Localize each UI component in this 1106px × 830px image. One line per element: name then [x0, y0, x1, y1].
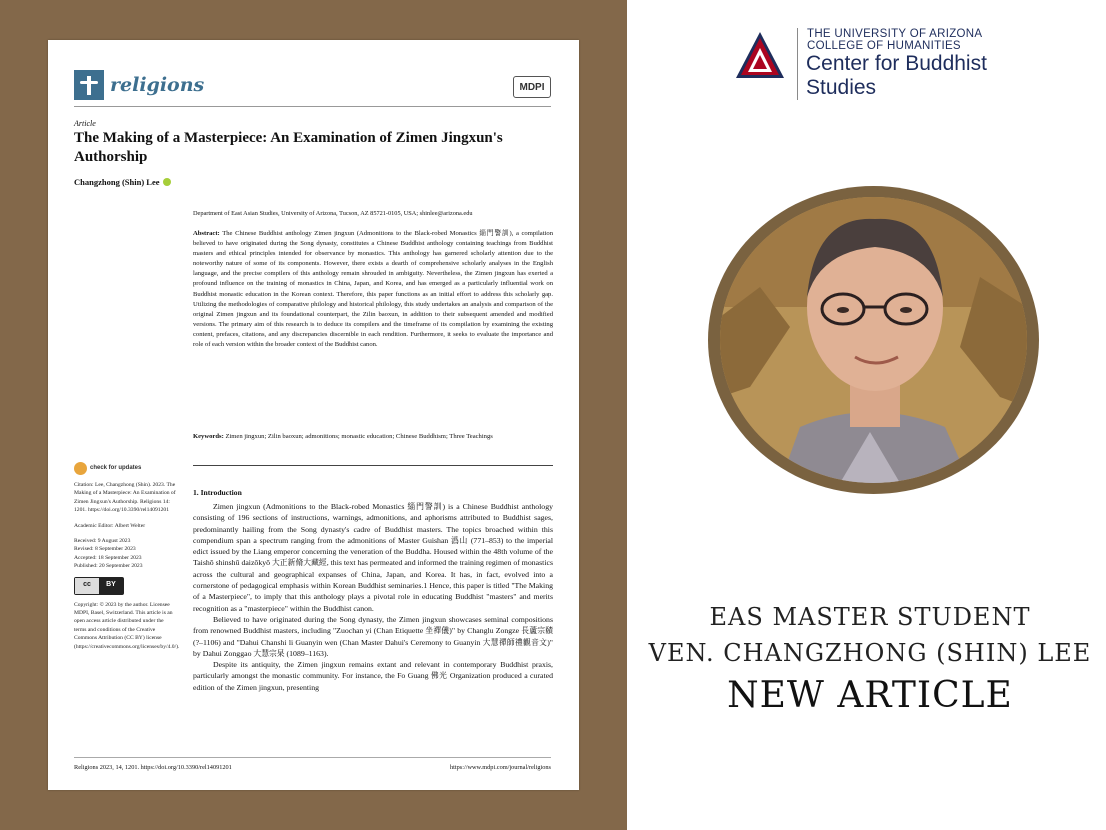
academic-editor: Academic Editor: Albert Welter: [74, 522, 146, 529]
date-received: Received: 9 August 2023: [74, 538, 131, 545]
body-text: [193, 501, 553, 693]
article-title: The Making of a Masterpiece: An Examination of Zimen Jingxun's Authorship: [74, 130, 503, 165]
caption-headline: NEW ARTICLE: [727, 675, 1013, 716]
abstract-label: Abstract:: [193, 230, 220, 237]
footer-citation: Religions 2023, 14, 1201. https://doi.org/10.3390/rel14091201: [74, 764, 232, 771]
caption-name: VEN. CHANGZHONG (SHIN) LEE: [648, 639, 1092, 667]
portrait-illustration: [720, 197, 1027, 483]
copyright: Copyright: © 2023 by the author. Licensee MDPI, Basel, Switzerland. This article is an open access article distributed under the terms and conditions of the Creative Commons Attribution (CC BY) license (https://creativecommons.org/licenses/by/4.0/).: [74, 601, 180, 650]
keywords-text: Zimen jingxun; Zilin baoxun; admonitions; monastic education; Chinese Buddhism; Three Teachings: [225, 433, 493, 440]
body-paragraph: Believed to have originated during the Song dynasty, the Zimen jingxun showcases seminal compositions from renowned Buddhist masters, including "Zuochan yi (Chan Etiquette 坐禪儀)" by Changlu Zongze 長蘆宗賾 (?–1106) and "Dahui Chanshi li Guanyin wen (Chan Master Dahui's Ceremony to Guanyin 大慧禪師禮觀音文)" by Dahui Zonggao 大慧宗杲 (1089–1163).: [193, 614, 553, 658]
abstract: [193, 229, 553, 350]
publisher-logo: MDPI: [513, 76, 551, 98]
body-paragraph: Zimen jingxun (Admonitions to the Black-robed Monastics 緇門警訓) is a Chinese Buddhist anthology consisting of 196 sections of instructions, warnings, admonitions, and aphorisms attributed to Buddhist sages, predominantly hailing from the Song dynasty's cadre of Buddhist masters. The topics broached within this compendium span a spectrum ranging from the admonitions of Master Guishan 潙山 (771–853) to the imperial edict issued by the Liang emperor concerning the veneration of the Buddha. Housed within the 48th volume of the Taishō shinshū daizōkyō 大正新脩大藏經, this text has permeated and informed the training regimen of monastics across the cultural and geographical expanses of China, Japan, and Korea. It has, in fact, evolved into a cornerstone of pedagogical emphasis within Korean Buddhist seminaries.1 Hence, this paper is titled "The Making of a Masterpiece", to imply that this anthology plays a pivotal role in educating Buddhist "masters" and merits recognition as a "masterpiece" within the Buddhist canon.: [193, 502, 553, 613]
article-type: Article: [74, 119, 96, 128]
brand-center-suffix: Studies: [806, 76, 877, 99]
journal-logo: [74, 70, 204, 100]
journal-name: religions: [110, 74, 205, 96]
header-divider: [74, 106, 551, 107]
footer-divider: [74, 757, 551, 758]
brand-center: Center for Buddhist: [806, 52, 987, 75]
caption-role: EAS MASTER STUDENT: [709, 603, 1031, 631]
keywords-label: Keywords:: [193, 433, 224, 440]
portrait-photo: [720, 197, 1027, 483]
citation: Citation: Lee, Changzhong (Shin). 2023. The Making of a Masterpiece: An Examination of Zimen Jingxun's Authorship. Religions 14: 1201. https://doi.org/10.3390/rel14091201: [74, 482, 176, 514]
brand-university: THE UNIVERSITY OF ARIZONA: [807, 28, 983, 40]
brand-divider: [797, 28, 798, 100]
author-name: Changzhong (Shin) Lee: [74, 177, 160, 187]
university-a-logo-icon: [734, 30, 786, 80]
brand-college: COLLEGE OF HUMANITIES: [807, 40, 961, 52]
cc-license-badge[interactable]: [74, 577, 124, 595]
cc-license-icon: cc: [75, 578, 99, 594]
section-heading: 1. Introduction: [193, 488, 242, 497]
body-paragraph: Despite its antiquity, the Zimen jingxun remains extant and relevant in contemporary Buddhist praxis, particularly amongst the monastic community. For instance, the Fo Guang 佛光 Organization produced a curated edition of the Zimen jingxun, presenting: [193, 660, 553, 692]
abstract-text: The Chinese Buddhist anthology Zimen jingxun (Admonitions to the Black-robed Monastics 緇門警訓), a compilation believed to have originated during the Song dynasty, constitutes a Chinese Buddhist anthology containing teachings from Buddhist masters and ethical principles intended for observance by monastics. This anthology has garnered scholarly attention due to the noteworthy nature of some of its components. However, there exists a dearth of comprehensive scholarly analyses in the English language, and the precise compilers of this anthology remain shrouded in ambiguity. Nevertheless, the Zimen jingxun has exerted a profound influence on the training of monastics in China, Japan, and Korea, and has emerged as a particularly influential work on Buddhist monastic education in the Korean context. Therefore, this paper functions as an initial effort to address this scholarly gap. Utilizing the methodologies of comparative philology and historical philology, this study undertakes an analysis and comparison of the original Zimen jingxun and its foundational counterpart, the Zilin baoxun, in addition to their subsequent amended and modified versions. The primary aim of this research is to deduce its compilers and the timeframe of its compilation by examining the existing content, prefaces, citations, and any discrepancies discernible in each rendition. Furthermore, it seeks to evaluate the importance and role of each version within the broader context of the Buddhist canon.: [193, 230, 553, 349]
keywords: [193, 432, 553, 442]
footer-url[interactable]: https://www.mdpi.com/journal/religions: [449, 764, 551, 771]
section-divider: [193, 465, 553, 466]
date-revised: Revised: 8 September 2023: [74, 546, 136, 553]
date-published: Published: 20 September 2023: [74, 563, 143, 570]
check-updates-label: check for updates: [90, 465, 142, 471]
date-accepted: Accepted: 18 September 2023: [74, 554, 142, 561]
cc-by-label: BY: [99, 578, 123, 594]
affiliation: Department of East Asian Studies, University of Arizona, Tucson, AZ 85721-0105, USA; shinlee@arizona.edu: [193, 210, 473, 217]
check-updates-badge[interactable]: [74, 462, 176, 475]
journal-icon: [74, 70, 104, 100]
article-author: [74, 177, 171, 187]
article-sidebar: [74, 462, 180, 658]
article-first-page: [48, 40, 579, 790]
orcid-icon[interactable]: [163, 178, 171, 186]
checkmark-icon: [74, 462, 87, 475]
